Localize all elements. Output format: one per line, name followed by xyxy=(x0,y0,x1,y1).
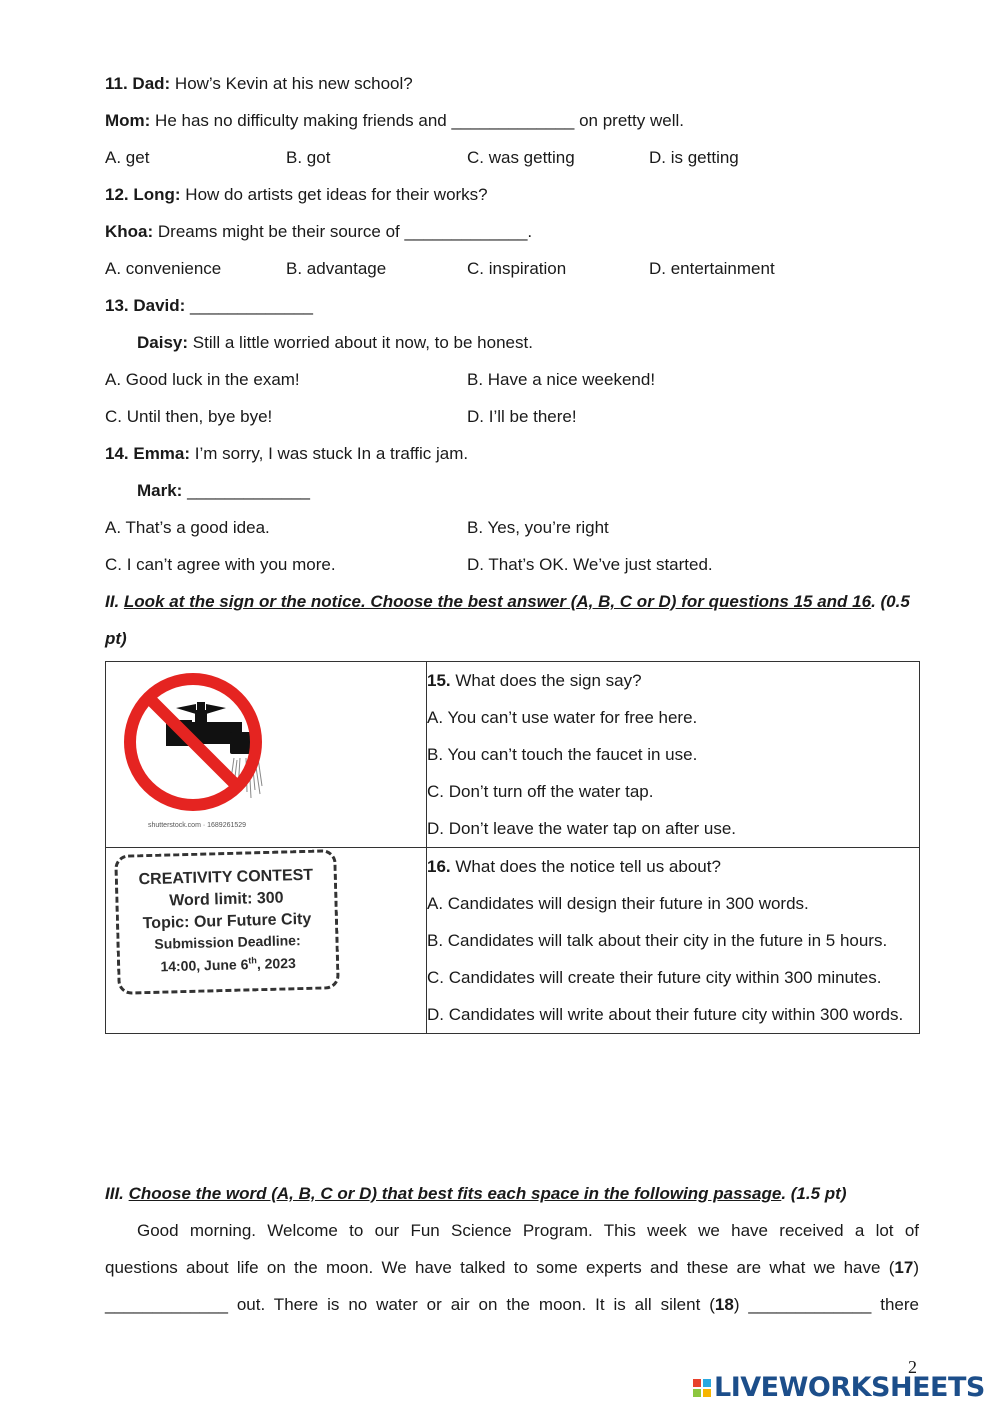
passage-line-1: Good morning. Welcome to our Fun Science Program. This week we have received a lot of xyxy=(137,1221,919,1240)
notice-cell xyxy=(106,848,427,1034)
brand-name: LIVEWORKSHEETS xyxy=(714,1372,985,1403)
q16-option-a[interactable]: A. Candidates will design their future in 300 words. xyxy=(427,894,809,913)
q15-option-d[interactable]: D. Don’t leave the water tap on after use. xyxy=(427,819,737,838)
q14-response: Mark: _____________ xyxy=(137,481,310,500)
q11-option-b[interactable]: B. got xyxy=(286,148,331,167)
notice-deadline: 14:00, June 6th, 2023 xyxy=(160,954,296,975)
q14-option-d[interactable]: D. That’s OK. We’ve just started. xyxy=(467,555,713,574)
section-2-heading: II. Look at the sign or the notice. Choose the best answer (A, B, C or D) for questions 15 and 16. (0.5 xyxy=(105,592,910,611)
q12-option-d[interactable]: D. entertainment xyxy=(649,259,775,278)
q12-option-c[interactable]: C. inspiration xyxy=(467,259,567,278)
notice-topic: Topic: Our Future City xyxy=(142,910,312,933)
q12-prompt: 12. Long: How do artists get ideas for their works? xyxy=(105,185,488,204)
q13-option-b[interactable]: B. Have a nice weekend! xyxy=(467,370,656,389)
q12-option-a[interactable]: A. convenience xyxy=(105,259,222,278)
q11-prompt: 11. Dad: How’s Kevin at his new school? xyxy=(105,74,413,93)
blank-17-number: 17 xyxy=(894,1258,914,1277)
liveworksheets-brand[interactable] xyxy=(693,1372,985,1403)
q15-cell xyxy=(427,662,920,848)
q16-option-d[interactable]: D. Candidates will write about their future city within 300 words. xyxy=(427,1005,904,1024)
liveworksheets-logo-icon xyxy=(693,1379,711,1397)
notice-title: CREATIVITY CONTEST xyxy=(138,866,314,889)
contest-notice xyxy=(114,849,340,995)
sign-notice-table xyxy=(105,661,920,1034)
q14-prompt: 14. Emma: I’m sorry, I was stuck In a traffic jam. xyxy=(105,444,469,463)
q11-response: Mom: He has no difficulty making friends and _____________ on pretty well. xyxy=(105,111,684,130)
q16-option-b[interactable]: B. Candidates will talk about their city in the future in 5 hours. xyxy=(427,931,888,950)
blank-18-number: 18 xyxy=(714,1295,734,1314)
page-number: 2 xyxy=(908,1357,917,1377)
passage-line-3: _____________ out. There is no water or air on the moon. It is all silent (18) _____________ there xyxy=(105,1295,919,1314)
q12-response: Khoa: Dreams might be their source of _____________. xyxy=(105,222,533,241)
sign-cell xyxy=(106,662,427,848)
section-2-points: pt) xyxy=(105,629,127,648)
q15-option-a[interactable]: A. You can’t use water for free here. xyxy=(427,708,698,727)
q12-option-b[interactable]: B. advantage xyxy=(286,259,387,278)
q13-option-a[interactable]: A. Good luck in the exam! xyxy=(105,370,300,389)
q15-question: 15. What does the sign say? xyxy=(427,671,642,690)
notice-word-limit: Word limit: 300 xyxy=(169,889,284,910)
q14-option-a[interactable]: A. That’s a good idea. xyxy=(105,518,270,537)
passage-line-2: questions about life on the moon. We have talked to some experts and these are what we have (17) xyxy=(105,1258,919,1277)
section-3-heading: III. Choose the word (A, B, C or D) that best fits each space in the following passage. (1.5 pt) xyxy=(105,1184,847,1203)
q14-option-b[interactable]: B. Yes, you’re right xyxy=(467,518,609,537)
q11-option-d[interactable]: D. is getting xyxy=(649,148,739,167)
q11-option-a[interactable]: A. get xyxy=(105,148,150,167)
image-credit: shutterstock.com · 1689261529 xyxy=(148,822,247,829)
q13-option-c[interactable]: C. Until then, bye bye! xyxy=(105,407,273,426)
no-running-tap-sign-icon xyxy=(106,662,426,846)
q14-option-c[interactable]: C. I can’t agree with you more. xyxy=(105,555,336,574)
q15-option-b[interactable]: B. You can’t touch the faucet in use. xyxy=(427,745,698,764)
q16-question: 16. What does the notice tell us about? xyxy=(427,857,721,876)
q16-option-c[interactable]: C. Candidates will create their future city within 300 minutes. xyxy=(427,968,882,987)
q11-option-c[interactable]: C. was getting xyxy=(467,148,575,167)
q13-response: Daisy: Still a little worried about it now, to be honest. xyxy=(137,333,533,352)
q13-prompt: 13. David: _____________ xyxy=(105,296,313,315)
q15-option-c[interactable]: C. Don’t turn off the water tap. xyxy=(427,782,654,801)
q16-cell xyxy=(427,848,920,1034)
notice-deadline-label: Submission Deadline: xyxy=(154,932,301,952)
q13-option-d[interactable]: D. I’ll be there! xyxy=(467,407,577,426)
